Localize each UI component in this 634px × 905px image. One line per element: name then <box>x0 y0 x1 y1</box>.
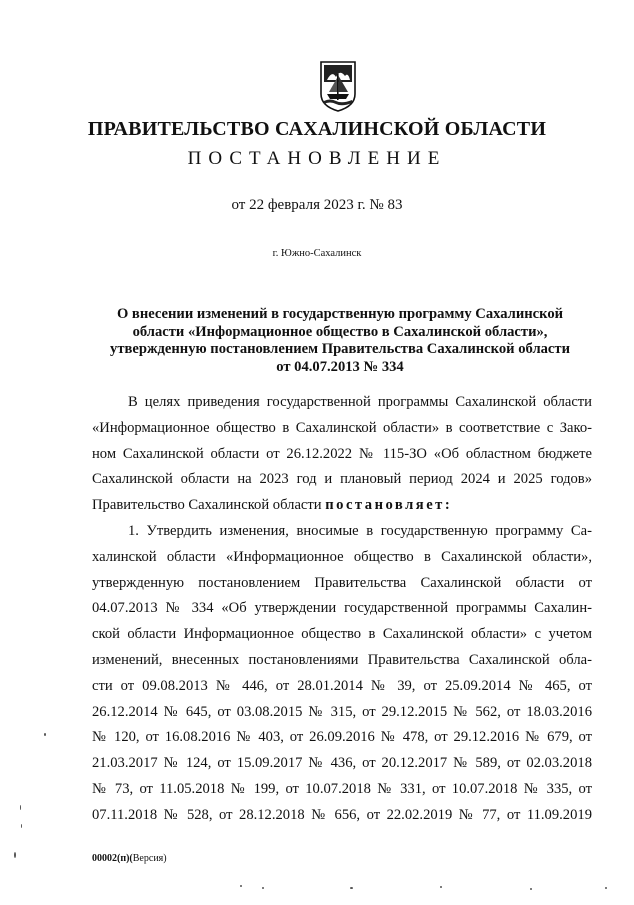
paragraph-line: № 73, от 11.05.2018 № 199, от 10.07.2018 № 331, от 10.07.2018 № 335, от <box>92 780 592 797</box>
scan-speck <box>605 887 607 889</box>
document-body <box>92 390 592 829</box>
form-code <box>92 853 167 864</box>
document-date-number: от 22 февраля 2023 г. № 83 <box>231 197 403 213</box>
organization-title: ПРАВИТЕЛЬСТВО САХАЛИНСКОЙ ОБЛАСТИ <box>87 118 547 140</box>
preamble-line: «Информационное общество в Сахалинской области» в соответствие с Зако- <box>92 419 592 436</box>
paragraph-line: № 120, от 16.08.2016 № 403, от 26.09.2016 № 478, от 29.12.2016 № 679, от <box>92 729 592 746</box>
document-type: ПОСТАНОВЛЕНИЕ <box>187 148 447 169</box>
scan-speck <box>262 887 264 889</box>
scan-speck <box>44 733 46 736</box>
document-subject <box>90 306 590 376</box>
preamble-line: Сахалинской области на 2023 год и плановый период 2024 и 2025 годов» <box>92 471 592 488</box>
subject-line: от 04.07.2013 № 334 <box>276 358 404 375</box>
paragraph-line: 21.03.2017 № 124, от 15.09.2017 № 436, от 20.12.2017 № 589, от 02.03.2018 <box>92 755 592 772</box>
preamble-line: ном Сахалинской области от 26.12.2022 № 115-ЗО «Об областном бюджете <box>92 445 592 462</box>
form-code-number: 00002(п)( <box>92 853 133 864</box>
subject-line: О внесении изменений в государственную программу Сахалинской <box>116 306 564 322</box>
scan-speck <box>14 852 16 858</box>
sakhalin-coat-of-arms-icon <box>318 60 358 112</box>
paragraph-line: 1. Утвердить изменения, вносимые в государственную программу Са- <box>128 522 592 539</box>
scan-speck <box>240 885 242 887</box>
subject-line: области «Информационное общество в Сахалинской области», <box>132 323 548 340</box>
scan-speck <box>21 824 22 828</box>
paragraph-line: утвержденную постановлением Правительства Сахалинской области от <box>92 574 592 591</box>
paragraph-line: 04.07.2013 № 334 «Об утверждении государственной программы Сахалин- <box>92 600 592 617</box>
paragraph-line: 26.12.2014 № 645, от 03.08.2015 № 315, от 29.12.2015 № 562, от 18.03.2016 <box>92 703 592 720</box>
preamble-lead: Правительство Сахалинской области <box>92 497 322 514</box>
paragraph-line: 07.11.2018 № 528, от 28.12.2018 № 656, от 22.02.2019 № 77, от 11.09.2019 <box>92 806 592 823</box>
form-code-version: Версия) <box>132 853 167 864</box>
paragraph-line: сти от 09.08.2013 № 446, от 28.01.2014 № 39, от 25.09.2014 № 465, от <box>92 677 592 694</box>
paragraph-line: халинской области «Информационное общество в Сахалинской области», <box>92 548 592 565</box>
document-place: г. Южно-Сахалинск <box>272 248 362 259</box>
scan-speck <box>530 888 532 890</box>
scan-speck <box>20 805 21 810</box>
paragraph-line: изменений, внесенных постановлениями Правительства Сахалинской обла- <box>92 651 592 668</box>
scan-speck <box>350 887 353 889</box>
resolves-keyword: постановляет: <box>325 497 453 514</box>
subject-line: утвержденную постановлением Правительства Сахалинской области <box>110 341 570 357</box>
preamble-line: В целях приведения государственной программы Сахалинской области <box>128 394 592 410</box>
preamble-final-line <box>92 493 592 519</box>
paragraph-line: ской области Информационное общество в Сахалинской области» с учетом <box>92 626 592 643</box>
scan-speck <box>440 886 442 888</box>
